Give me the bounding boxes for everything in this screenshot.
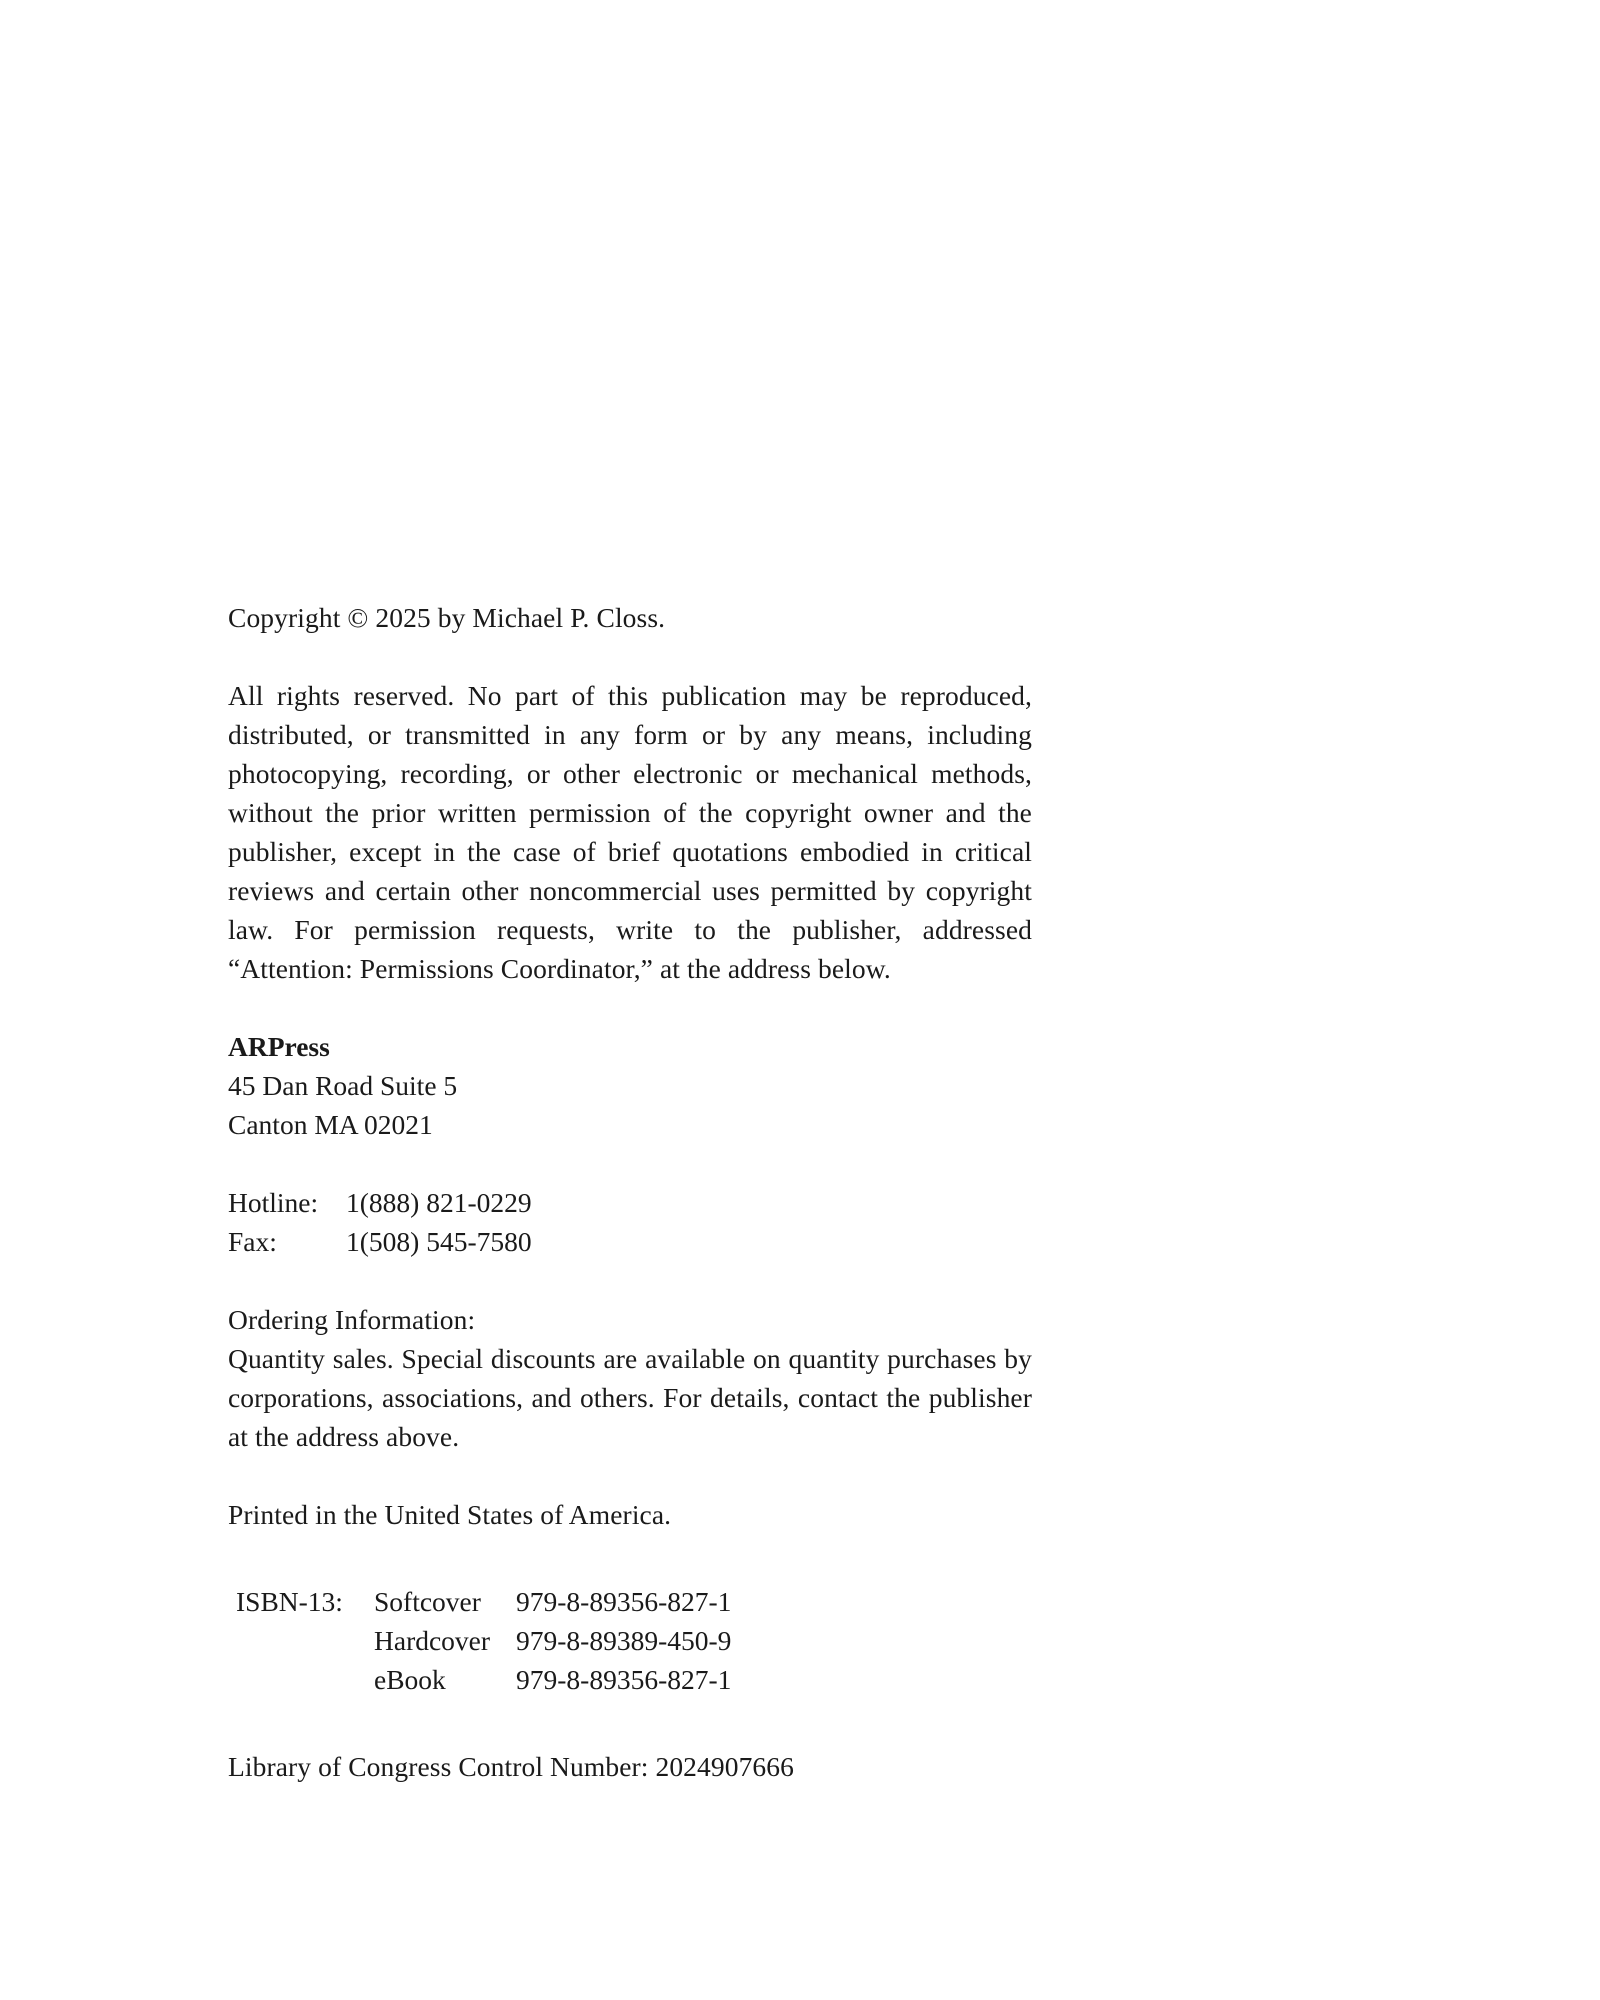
- isbn-number: 979-8-89356-827-1: [516, 1664, 732, 1695]
- printing-statement: Printed in the United States of America.: [228, 1499, 672, 1530]
- publisher-address-line-2: Canton MA 02021: [228, 1109, 433, 1140]
- spacer: [228, 1699, 1032, 1747]
- fax-label: Fax:: [228, 1226, 277, 1257]
- spacer: [228, 1534, 1032, 1582]
- isbn-format: eBook: [374, 1664, 446, 1695]
- library-of-congress-control-number: Library of Congress Control Number: 2024907666: [228, 1751, 794, 1782]
- ordering-information-heading: Ordering Information:: [228, 1304, 476, 1335]
- isbn-row: [236, 1582, 1032, 1621]
- copyright-text-block: [228, 598, 1032, 1786]
- isbn-row: [236, 1660, 1032, 1699]
- publisher-address-line-1: 45 Dan Road Suite 5: [228, 1070, 458, 1101]
- hotline-row: [228, 1183, 1032, 1222]
- isbn-label-spacer: [236, 1621, 374, 1660]
- spacer: [228, 988, 1032, 1027]
- fax-value: 1(508) 545-7580: [346, 1226, 532, 1257]
- all-rights-reserved-paragraph: All rights reserved. No part of this publication may be reproduced, distributed, or transmitted in any form or by any means, including photocopying, recording, or other electronic or mechanical methods, without the prior written permission of the copyright owner and the publisher, except in the case of brief quotations embodied in critical reviews and certain other noncommercial uses permitted by copyright law. For permission requests, write to the publisher, addressed “Attention: Permissions Coordinator,” at the address below.: [228, 680, 1032, 984]
- isbn-block: [236, 1582, 1032, 1699]
- isbn-label-spacer: [236, 1660, 374, 1699]
- isbn-format: Softcover: [374, 1586, 481, 1617]
- hotline-label: Hotline:: [228, 1187, 319, 1218]
- isbn-format: Hardcover: [374, 1625, 491, 1656]
- spacer: [228, 1261, 1032, 1300]
- isbn-label: ISBN-13:: [236, 1586, 343, 1617]
- isbn-number: 979-8-89389-450-9: [516, 1625, 732, 1656]
- fax-row: [228, 1222, 1032, 1261]
- spacer: [228, 1144, 1032, 1183]
- ordering-information-paragraph: Quantity sales. Special discounts are available on quantity purchases by corporations, associations, and others. For details, contact the publisher at the address above.: [228, 1343, 1032, 1452]
- isbn-row: [236, 1621, 1032, 1660]
- publisher-name: ARPress: [228, 1031, 330, 1062]
- copyright-notice: Copyright © 2025 by Michael P. Closs.: [228, 602, 666, 633]
- hotline-value: 1(888) 821-0229: [346, 1187, 532, 1218]
- spacer: [228, 637, 1032, 676]
- spacer: [228, 1456, 1032, 1495]
- isbn-number: 979-8-89356-827-1: [516, 1586, 732, 1617]
